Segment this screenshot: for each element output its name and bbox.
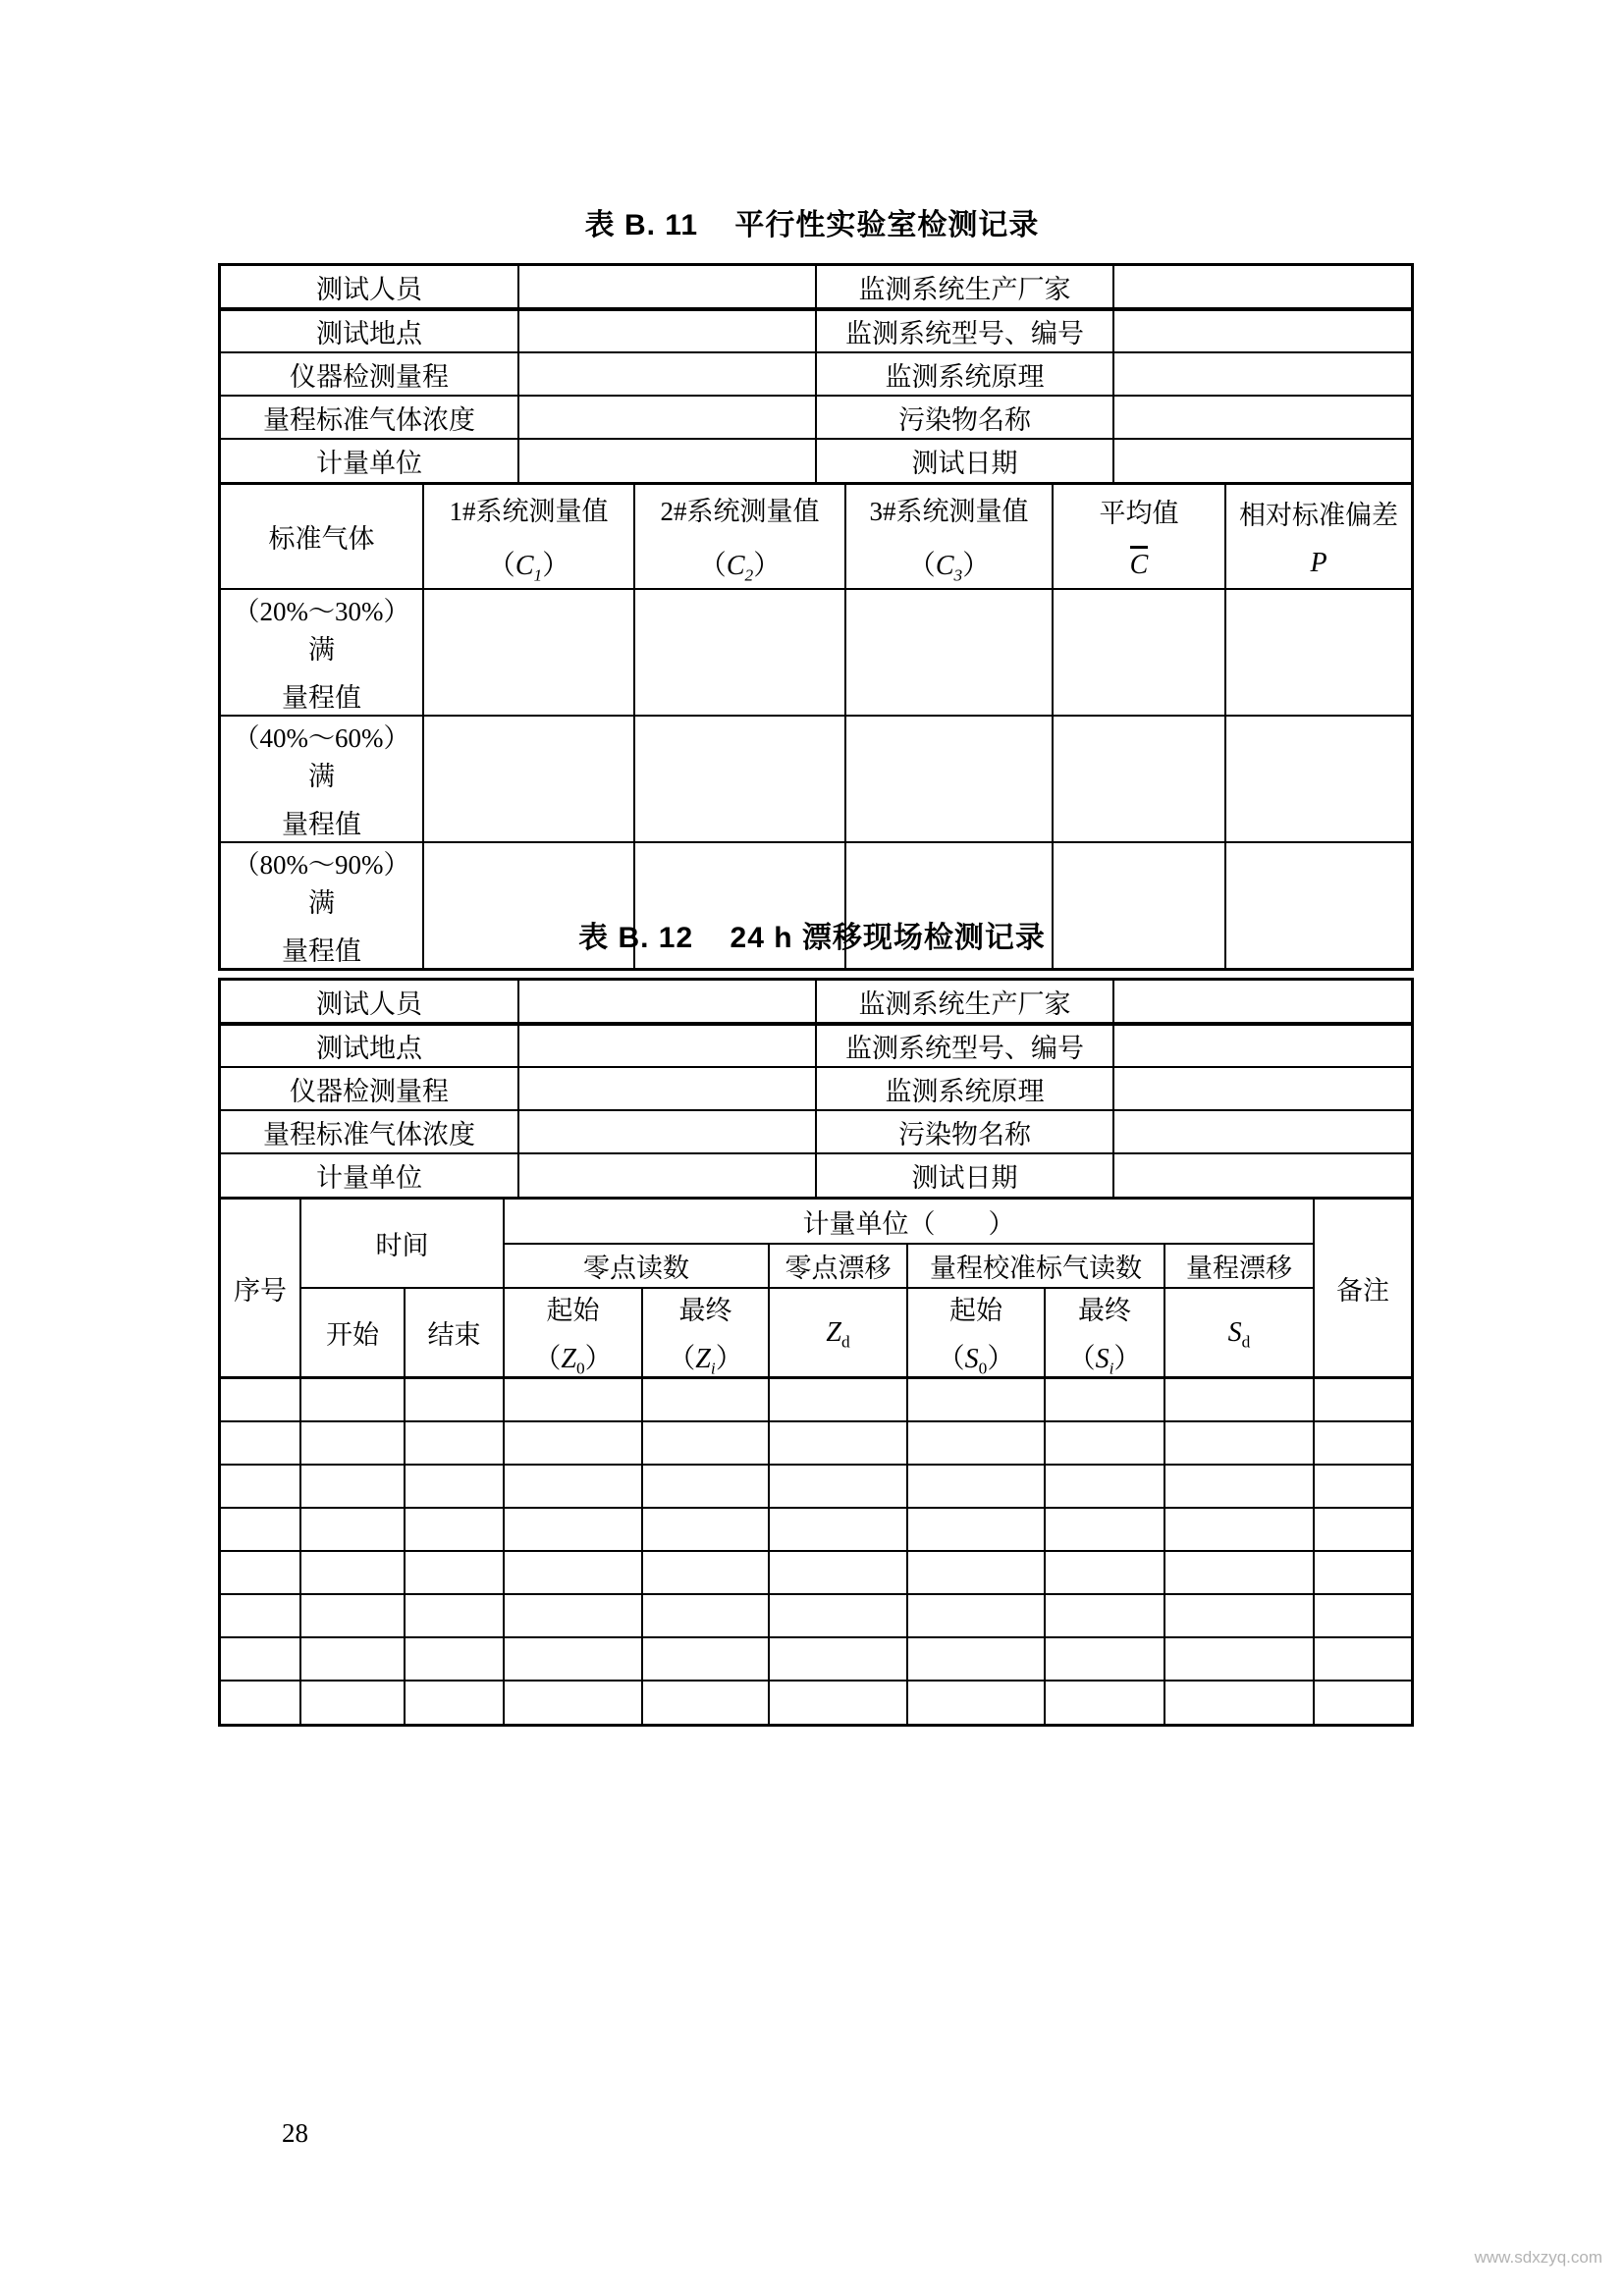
rsd-symbol: P <box>1310 548 1327 578</box>
b12-empty-row <box>221 1421 1411 1465</box>
b12-empty-row <box>221 1637 1411 1681</box>
col-sys2-value <box>634 485 845 589</box>
value-cell <box>1053 716 1225 842</box>
b12-empty-cell <box>642 1508 769 1551</box>
b12-empty-cell <box>300 1378 405 1421</box>
b12-empty-cell <box>1045 1421 1164 1465</box>
value-test-location <box>518 309 816 352</box>
label-system-principle: 监测系统原理 <box>816 1067 1113 1110</box>
b12-empty-cell <box>1045 1378 1164 1421</box>
b12-empty-cell <box>642 1465 769 1508</box>
b12-empty-cell <box>642 1421 769 1465</box>
b11-data-row-40-60 <box>221 716 1411 842</box>
row-label-40-60: （40%～60%）满 量程值 <box>221 716 423 842</box>
label-measure-unit: 计量单位 <box>221 1153 518 1197</box>
b12-empty-cell <box>300 1465 405 1508</box>
sd-symbol: $S_d$ <box>1227 1316 1251 1352</box>
value-tester <box>518 266 816 309</box>
value-manufacturer <box>1113 266 1411 309</box>
table-b12-title: 表 B. 12 24 h 漂移现场检测记录 <box>578 922 1046 954</box>
b12-empty-cell <box>1164 1637 1314 1681</box>
b12-empty-row <box>221 1551 1411 1594</box>
sys1-label: 1#系统测量值 <box>449 497 609 526</box>
b11-data-row-20-30 <box>221 589 1411 716</box>
col-rsd <box>1225 485 1411 589</box>
col-zd <box>769 1288 907 1378</box>
col-sys1-value <box>423 485 634 589</box>
b12-empty-cell <box>1314 1421 1411 1465</box>
b12-empty-body <box>221 1378 1411 1724</box>
b12-empty-cell <box>221 1551 300 1594</box>
col-si: 最终 $(S_i)$ <box>1045 1288 1164 1378</box>
b12-empty-cell <box>642 1637 769 1681</box>
label-instrument-range: 仪器检测量程 <box>221 1067 518 1110</box>
col-zero-reading: 零点读数 <box>504 1244 769 1288</box>
value-model-serial <box>1113 1024 1411 1067</box>
label-model-serial: 监测系统型号、编号 <box>816 309 1113 352</box>
b12-empty-cell <box>1164 1508 1314 1551</box>
table-b11 <box>218 263 1414 971</box>
value-cell <box>1225 716 1411 842</box>
b12-empty-cell <box>504 1637 642 1681</box>
b12-empty-cell <box>1045 1465 1164 1508</box>
average-symbol: C <box>1130 546 1149 581</box>
average-label: 平均值 <box>1099 499 1179 528</box>
b12-empty-cell <box>221 1378 300 1421</box>
b12-empty-cell <box>221 1508 300 1551</box>
watermark: www.sdxzyq.com <box>1474 2248 1602 2267</box>
sys1-symbol: $(C_1)$ <box>487 551 570 585</box>
b12-empty-cell <box>1314 1681 1411 1724</box>
col-zi: 最终 $(Z_i)$ <box>642 1288 769 1378</box>
value-test-date <box>1113 1153 1411 1197</box>
info-row <box>221 266 1411 309</box>
row-label-80-90: （80%～90%）满 量程值 <box>221 842 423 968</box>
info-row <box>221 981 1411 1024</box>
b11-info-section <box>221 266 1411 482</box>
label-manufacturer: 监测系统生产厂家 <box>816 266 1113 309</box>
value-span-gas-concentration <box>518 1110 816 1153</box>
col-standard-gas: 标准气体 <box>221 485 423 589</box>
label-test-location: 测试地点 <box>221 309 518 352</box>
b12-empty-cell <box>769 1681 907 1724</box>
label-pollutant-name: 污染物名称 <box>816 1110 1113 1153</box>
unit-banner: 计量单位（ ） <box>504 1200 1314 1244</box>
b12-empty-cell <box>1045 1508 1164 1551</box>
b12-empty-cell <box>504 1551 642 1594</box>
col-sys3-value <box>845 485 1053 589</box>
sys2-label: 2#系统测量值 <box>660 497 820 526</box>
info-row <box>221 1067 1411 1110</box>
b12-empty-cell <box>300 1421 405 1465</box>
value-test-location <box>518 1024 816 1067</box>
value-instrument-range <box>518 1067 816 1110</box>
value-instrument-range <box>518 352 816 396</box>
b12-empty-row <box>221 1378 1411 1421</box>
b12-empty-cell <box>405 1637 504 1681</box>
b12-empty-cell <box>300 1551 405 1594</box>
b12-empty-row <box>221 1594 1411 1637</box>
label-tester: 测试人员 <box>221 981 518 1024</box>
b12-empty-cell <box>1045 1681 1164 1724</box>
b12-empty-cell <box>405 1681 504 1724</box>
info-row <box>221 396 1411 439</box>
b12-empty-cell <box>1314 1551 1411 1594</box>
b12-empty-cell <box>504 1378 642 1421</box>
b12-empty-cell <box>405 1465 504 1508</box>
b12-empty-cell <box>907 1637 1045 1681</box>
b12-empty-cell <box>405 1551 504 1594</box>
b12-empty-row <box>221 1508 1411 1551</box>
col-sd <box>1164 1288 1314 1378</box>
label-system-principle: 监测系统原理 <box>816 352 1113 396</box>
label-pollutant-name: 污染物名称 <box>816 396 1113 439</box>
b12-empty-cell <box>1045 1637 1164 1681</box>
rsd-label: 相对标准偏差 <box>1239 501 1398 530</box>
value-cell <box>634 589 845 716</box>
b12-empty-cell <box>642 1681 769 1724</box>
label-test-location: 测试地点 <box>221 1024 518 1067</box>
b12-empty-cell <box>1164 1378 1314 1421</box>
b12-empty-cell <box>1164 1594 1314 1637</box>
b12-empty-cell <box>504 1681 642 1724</box>
b12-empty-cell <box>1045 1594 1164 1637</box>
value-cell <box>634 716 845 842</box>
table-b11-title: 表 B. 11 平行性实验室检测记录 <box>584 209 1040 241</box>
label-measure-unit: 计量单位 <box>221 439 518 482</box>
col-remark: 备注 <box>1314 1200 1411 1378</box>
s0-symbol: $(S_0)$ <box>937 1344 1015 1378</box>
label-manufacturer: 监测系统生产厂家 <box>816 981 1113 1024</box>
value-test-date <box>1113 439 1411 482</box>
b12-empty-cell <box>1164 1551 1314 1594</box>
b12-empty-cell <box>300 1681 405 1724</box>
info-row <box>221 1024 1411 1067</box>
b12-empty-cell <box>907 1594 1045 1637</box>
info-row <box>221 439 1411 482</box>
b12-empty-cell <box>642 1594 769 1637</box>
b12-empty-cell <box>769 1508 907 1551</box>
b12-empty-cell <box>1045 1551 1164 1594</box>
label-test-date: 测试日期 <box>816 1153 1113 1197</box>
b12-drift-section <box>221 1200 1411 1724</box>
value-cell <box>845 589 1053 716</box>
b12-empty-cell <box>504 1421 642 1465</box>
value-measure-unit <box>518 439 816 482</box>
value-cell <box>423 589 634 716</box>
value-span-gas-concentration <box>518 396 816 439</box>
value-measure-unit <box>518 1153 816 1197</box>
sys2-symbol: $(C_2)$ <box>698 551 782 585</box>
b12-empty-cell <box>642 1551 769 1594</box>
b11-header-row <box>221 485 1411 589</box>
b12-empty-cell <box>405 1508 504 1551</box>
b12-empty-cell <box>1314 1508 1411 1551</box>
label-test-date: 测试日期 <box>816 439 1113 482</box>
value-pollutant-name <box>1113 1110 1411 1153</box>
b12-empty-cell <box>221 1594 300 1637</box>
b12-empty-cell <box>769 1551 907 1594</box>
value-system-principle <box>1113 352 1411 396</box>
label-span-gas-concentration: 量程标准气体浓度 <box>221 1110 518 1153</box>
col-time: 时间 <box>300 1200 504 1288</box>
b12-empty-cell <box>1314 1594 1411 1637</box>
b12-empty-row <box>221 1465 1411 1508</box>
b12-empty-cell <box>907 1681 1045 1724</box>
row-label-20-30: （20%～30%）满 量程值 <box>221 589 423 716</box>
value-cell <box>845 716 1053 842</box>
b12-header-row-1 <box>221 1200 1411 1244</box>
value-pollutant-name <box>1113 396 1411 439</box>
b12-empty-cell <box>221 1681 300 1724</box>
b12-info-section <box>221 981 1411 1197</box>
label-model-serial: 监测系统型号、编号 <box>816 1024 1113 1067</box>
b12-empty-cell <box>300 1594 405 1637</box>
info-row <box>221 352 1411 396</box>
col-s0: 起始 $(S_0)$ <box>907 1288 1045 1378</box>
b12-empty-cell <box>1164 1465 1314 1508</box>
b12-empty-row <box>221 1681 1411 1724</box>
b12-empty-cell <box>769 1637 907 1681</box>
b12-empty-cell <box>769 1594 907 1637</box>
col-time-end: 结束 <box>405 1288 504 1378</box>
b12-empty-cell <box>769 1378 907 1421</box>
col-zero-drift: 零点漂移 <box>769 1244 907 1288</box>
b12-empty-cell <box>1314 1378 1411 1421</box>
col-z0: 起始 $(Z_0)$ <box>504 1288 642 1378</box>
b12-empty-cell <box>642 1378 769 1421</box>
b12-empty-cell <box>405 1421 504 1465</box>
b12-empty-cell <box>1164 1421 1314 1465</box>
b12-empty-cell <box>221 1465 300 1508</box>
b11-measurement-section <box>221 485 1411 968</box>
b12-empty-cell <box>405 1594 504 1637</box>
b12-empty-cell <box>504 1465 642 1508</box>
z0-symbol: $(Z_0)$ <box>533 1344 613 1378</box>
b12-empty-cell <box>907 1378 1045 1421</box>
si-symbol: $(S_i)$ <box>1067 1344 1142 1378</box>
value-cell <box>1053 589 1225 716</box>
page-number: 28 <box>282 2118 308 2148</box>
b12-empty-cell <box>769 1421 907 1465</box>
zi-symbol: $(Z_i)$ <box>668 1344 743 1378</box>
value-cell <box>423 716 634 842</box>
b12-empty-cell <box>907 1508 1045 1551</box>
b12-empty-cell <box>1314 1637 1411 1681</box>
sys3-symbol: $(C_3)$ <box>907 551 991 585</box>
b12-empty-cell <box>300 1508 405 1551</box>
b12-empty-cell <box>504 1594 642 1637</box>
info-row <box>221 309 1411 352</box>
col-time-start: 开始 <box>300 1288 405 1378</box>
b12-empty-cell <box>907 1421 1045 1465</box>
table-b12 <box>218 978 1414 1727</box>
value-system-principle <box>1113 1067 1411 1110</box>
info-row <box>221 1153 1411 1197</box>
b12-empty-cell <box>907 1465 1045 1508</box>
b12-empty-cell <box>221 1637 300 1681</box>
info-row <box>221 1110 1411 1153</box>
b12-empty-cell <box>1314 1465 1411 1508</box>
b12-empty-cell <box>907 1551 1045 1594</box>
b12-empty-cell <box>1164 1681 1314 1724</box>
b12-empty-cell <box>405 1378 504 1421</box>
value-cell <box>1225 589 1411 716</box>
value-tester <box>518 981 816 1024</box>
col-seq-no: 序号 <box>221 1200 300 1378</box>
label-tester: 测试人员 <box>221 266 518 309</box>
b12-header-row-3 <box>221 1288 1411 1378</box>
b12-empty-cell <box>504 1508 642 1551</box>
col-span-drift: 量程漂移 <box>1164 1244 1314 1288</box>
label-span-gas-concentration: 量程标准气体浓度 <box>221 396 518 439</box>
value-manufacturer <box>1113 981 1411 1024</box>
label-instrument-range: 仪器检测量程 <box>221 352 518 396</box>
b12-empty-cell <box>300 1637 405 1681</box>
value-model-serial <box>1113 309 1411 352</box>
zd-symbol: $Z_d$ <box>826 1316 850 1352</box>
b12-empty-cell <box>769 1465 907 1508</box>
col-span-reading: 量程校准标气读数 <box>907 1244 1164 1288</box>
sys3-label: 3#系统测量值 <box>869 497 1029 526</box>
col-average <box>1053 485 1225 589</box>
b12-empty-cell <box>221 1421 300 1465</box>
